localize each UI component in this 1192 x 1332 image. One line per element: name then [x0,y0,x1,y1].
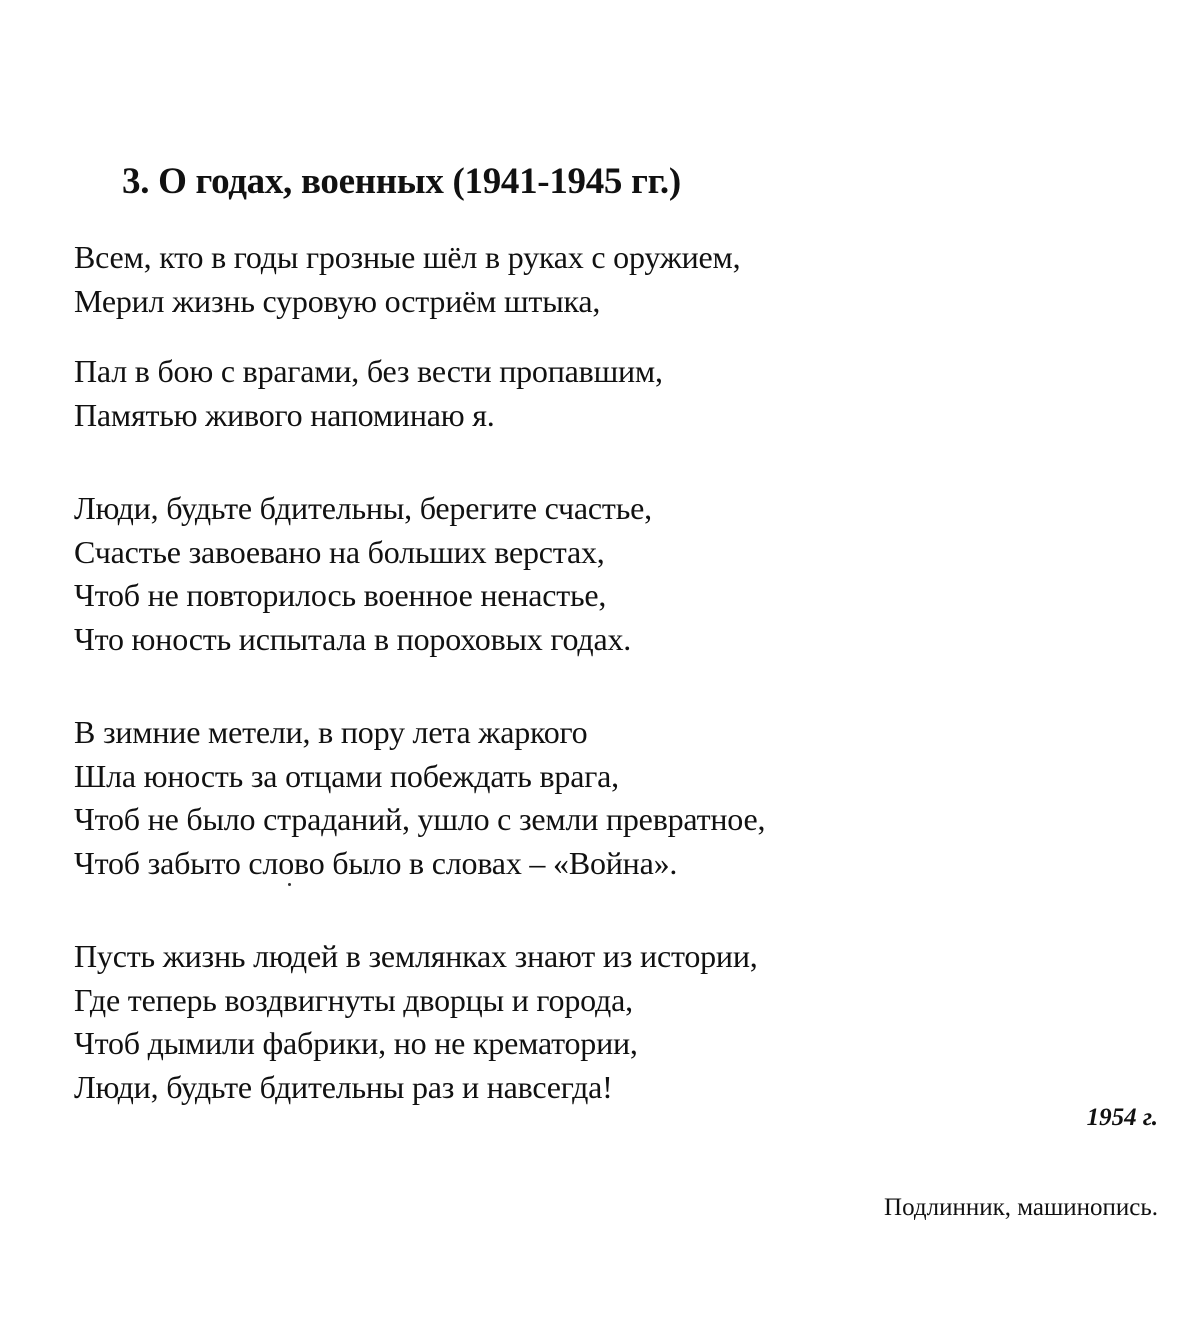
poem-line: Чтоб забыто слово было в словах – «Война». [74,844,678,881]
poem-line: Чтоб не повторилось военное ненастье, [74,577,607,613]
stanza-4 [74,711,1134,885]
poem-line: В зимние метели, в пору лета жаркого [74,714,588,750]
poem-line: Чтоб дымили фабрики, но не крематории, [74,1025,638,1061]
poem-line: Пал в бою с врагами, без вести пропавшим, [74,353,663,389]
poem-body [74,236,1134,1109]
poem-line: Люди, будьте бдительны раз и навсегда! [74,1068,613,1105]
stanza-1 [74,236,1134,323]
scan-speck [288,883,291,886]
stanza-2 [74,350,1134,437]
poem-line: Счастье завоевано на больших верстах, [74,533,605,570]
stanza-5 [74,935,1134,1109]
poem-line: Пусть жизнь людей в землянках знают из истории, [74,938,758,974]
source-note: Подлинник, машинопись. [884,1194,1158,1221]
poem-line: Мерил жизнь суровую остриём штыка, [74,282,601,319]
poem-line: Люди, будьте бдительны, берегите счастье, [74,490,652,526]
poem-title: 3. О годах, военных (1941-1945 гг.) [122,161,681,202]
poem-line: Чтоб не было страданий, ушло с земли превратное, [74,801,766,837]
poem-date: 1954 г. [1086,1104,1158,1131]
poem-line: Шла юность за отцами побеждать врага, [74,757,619,794]
poem-line: Всем, кто в годы грозные шёл в руках с оружием, [74,239,741,275]
stanza-3 [74,487,1134,661]
poem-line: Что юность испытала в пороховых годах. [74,620,632,657]
poem-line: Памятью живого напоминаю я. [74,396,495,433]
poem-line: Где теперь воздвигнуты дворцы и города, [74,981,633,1018]
